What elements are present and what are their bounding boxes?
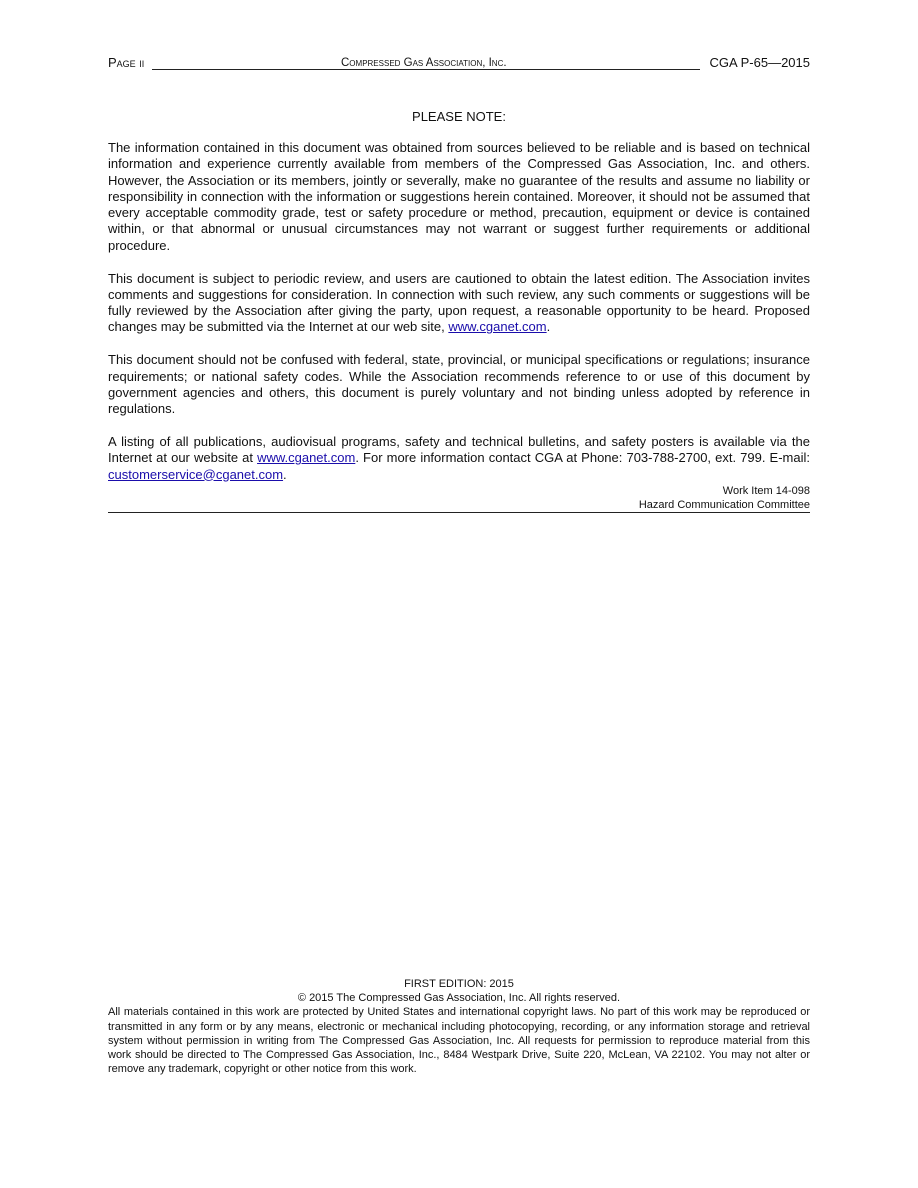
review-end: . (546, 319, 551, 335)
email-link[interactable]: customerservice@cganet.com (108, 466, 284, 482)
document-id: CGA P-65—2015 (709, 55, 810, 70)
publications-text: A listing of all publications, audiovisual programs, safety and technical bulletins, and safety posters is available via the Internet at our website at (108, 433, 810, 466)
review-text: This document is subject to periodic review, and users are cautioned to obtain the latest edition. The Association invites comments and suggestions for consideration. In connection with such review, any such comments or suggestions will be fully reviewed by the Association after giving the party, upon request, a reasonable opportunity to be heard. Proposed changes may be submitted via the Internet at our web site, (108, 270, 810, 335)
section-divider (108, 512, 810, 513)
website-link-2[interactable]: www.cganet.com (257, 450, 356, 466)
copyright-legal-text: All materials contained in this work are protected by United States and international copyright laws. No part of this work may be reproduced or transmitted in any form or by any means, electronic or mechanical including photocopying, recording, or any information storage and retrieval system without permission in writing from The Compressed Gas Association, Inc. All requests for permission to reproduce material from this work should be directed to The Compressed Gas Association, Inc., 8484 Westpark Drive, Suite 220, McLean, VA 22102. You may not alter or remove any trademark, copyright or other notice from this work. (108, 1006, 810, 1076)
please-note-heading: PLEASE NOTE: (412, 109, 506, 124)
page-number: Page ii (108, 55, 145, 70)
work-item-block (108, 484, 810, 512)
website-link[interactable]: www.cganet.com (448, 319, 547, 335)
copyright-footer (108, 977, 810, 1076)
running-header (108, 54, 810, 72)
work-item-number: Work Item 14-098 (722, 485, 810, 497)
contact-text: . For more information contact CGA at Phone: 703-788-2700, ext. 799. E-mail: (355, 450, 810, 466)
edition-line: FIRST EDITION: 2015 (404, 978, 514, 990)
committee-name: Hazard Communication Committee (638, 499, 810, 511)
publisher-name: Compressed Gas Association, Inc. (341, 57, 507, 69)
notice-paragraph-reliability: The information contained in this document was obtained from sources believed to be reliable and is based on technical information and experience currently available from members of the Compressed Gas Association, Inc. and others. However, the Association or its members, jointly or severally, make no guarantee of the results and assume no liability or responsibility in connection with the information or suggestions herein contained. Moreover, it should not be assumed that every acceptable commodity grade, test or safety procedure or method, precaution, equipment or device is contained within, or that abnormal or unusual circumstances may not warrant or suggest further requirements or additional procedure. (108, 140, 810, 253)
notice-body (108, 140, 810, 483)
notice-paragraph-regulations: This document should not be confused with federal, state, provincial, or municipal specifications or regulations; insurance requirements; or national safety codes. While the Association recommends reference to or use of this document by government agencies and others, this document is purely voluntary and not binding unless adopted by reference in regulations. (108, 352, 810, 417)
notice-paragraph-publications (108, 434, 810, 483)
copyright-line: © 2015 The Compressed Gas Association, Inc. All rights reserved. (297, 992, 621, 1005)
contact-end: . (283, 466, 287, 482)
notice-paragraph-review (108, 271, 810, 336)
